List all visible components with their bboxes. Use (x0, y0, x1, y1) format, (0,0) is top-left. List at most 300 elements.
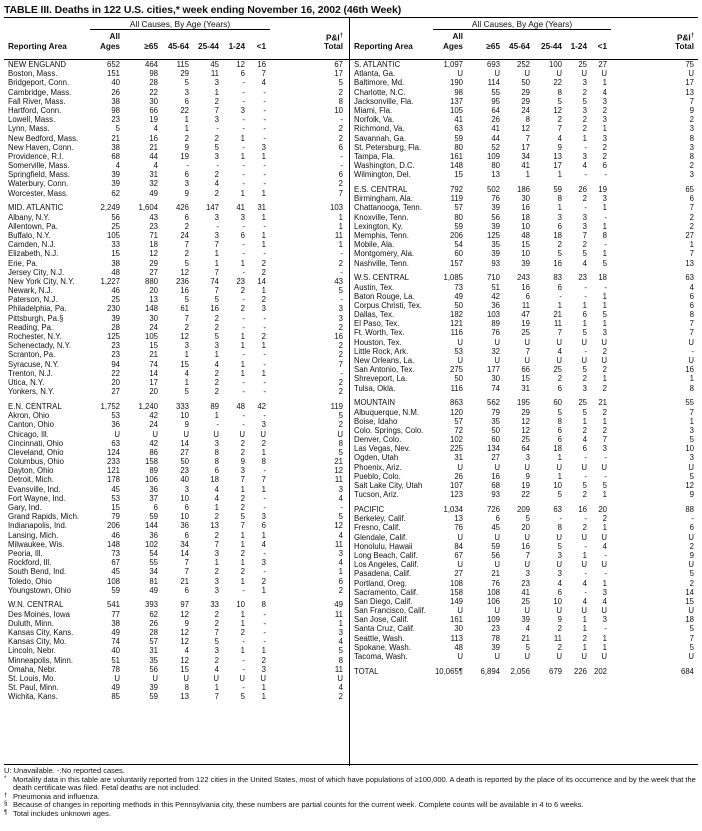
all-ages-value: 23 (111, 341, 120, 351)
age-25-44-value: 89 (210, 401, 219, 411)
ge65-value: 6 (495, 514, 500, 524)
city-row (4, 88, 349, 97)
ge65-value: 19 (149, 115, 158, 125)
age-lt1-value: 2 (261, 258, 266, 268)
city-row (4, 674, 349, 683)
reporting-area: Denver, Colo. (354, 435, 402, 445)
ge65-value: 28 (149, 628, 158, 638)
age-1-24-value: 2 (582, 490, 587, 500)
age-25-44-value: 3 (557, 569, 562, 579)
age-45-64-value: 4 (184, 368, 189, 378)
pi-total-value: 1 (338, 221, 343, 231)
age-25-44-value: 1 (557, 203, 562, 213)
age-45-64-value: 20 (521, 523, 530, 533)
pi-total-value: 2 (338, 387, 343, 397)
city-row (4, 350, 349, 359)
age-45-64-value: 12 (180, 628, 189, 638)
age-1-24-value: - (242, 221, 245, 231)
age-45-64-value: 3 (525, 453, 530, 463)
age-lt1-value: 8 (602, 230, 607, 240)
age-lt1-value: 1 (261, 646, 266, 656)
age-1-24-value: 2 (240, 567, 245, 577)
ge65-value: 36 (149, 530, 158, 540)
age-45-64-value: 24 (521, 105, 530, 115)
pi-total-value: 6 (338, 142, 343, 152)
city-row (350, 106, 698, 115)
age-1-24-value: 1 (582, 624, 587, 634)
all-ages-value: 182 (449, 310, 463, 320)
all-ages-value: 84 (454, 541, 463, 551)
age-1-24-value: 1 (240, 133, 245, 143)
pi-total-value: 2 (689, 115, 694, 125)
ge65-value: 74 (149, 359, 158, 369)
age-25-44-value: 18 (553, 230, 562, 240)
age-45-64-value: U (524, 652, 530, 661)
age-25-44-value: 9 (557, 615, 562, 625)
age-45-64-value: - (186, 161, 189, 171)
age-25-44-value: 7 (557, 328, 562, 338)
all-ages-value: 116 (450, 383, 463, 393)
ge65-value: 21 (149, 142, 158, 152)
ge65-value: 32 (491, 346, 500, 356)
city-row (4, 161, 349, 170)
age-25-44-value: U (213, 673, 219, 683)
reporting-area: PACIFIC (354, 505, 385, 514)
city-row (4, 549, 349, 558)
age-25-44-value: 59 (553, 185, 562, 195)
age-1-24-value: - (242, 115, 245, 125)
reporting-area: South Bend, Ind. (8, 567, 67, 577)
age-45-64-value: 12 (180, 267, 189, 277)
age-lt1-value: - (604, 212, 607, 222)
reporting-area: Fort Wayne, Ind. (8, 493, 66, 503)
pi-total-value: 6 (689, 194, 694, 204)
pi-total-value: 2 (689, 161, 694, 171)
ge65-value: 106 (486, 596, 500, 606)
city-row (4, 646, 349, 655)
age-lt1-value: 1 (261, 530, 266, 540)
age-1-24-value: 1 (582, 416, 587, 426)
ge65-value: 13 (491, 170, 500, 180)
age-lt1-value: U (601, 462, 607, 472)
age-45-64-value: 64 (521, 444, 530, 454)
ge65-value: 102 (144, 539, 158, 549)
age-1-24-value: - (584, 282, 587, 292)
age-45-64-value: 15 (180, 359, 189, 369)
age-45-64-value: 66 (521, 365, 530, 375)
age-25-44-value: 9 (557, 142, 562, 152)
age-45-64-value: U (183, 673, 189, 683)
city-row (350, 69, 698, 78)
city-row (350, 365, 698, 374)
age-1-24-value: 3 (240, 212, 245, 222)
all-ages-value: 98 (111, 105, 120, 115)
age-1-24-value: 3 (582, 151, 587, 161)
all-ages-value: U (457, 69, 463, 79)
all-ages-value: 1,085 (443, 273, 463, 283)
reporting-area: Ogden, Utah (354, 453, 399, 463)
age-lt1-value: - (604, 471, 607, 481)
reporting-area: Detroit, Mich. (8, 475, 54, 485)
age-25-44-value: 4 (214, 493, 219, 503)
age-45-64-value: 186 (516, 185, 530, 195)
all-ages-value: 15 (454, 170, 463, 180)
pi-total-value: 3 (338, 304, 343, 314)
pi-total-value: 16 (685, 365, 694, 375)
age-25-44-value: 2 (214, 609, 219, 619)
age-1-24-value: 3 (582, 78, 587, 88)
pi-total-value: 5 (338, 286, 343, 296)
footnote (4, 776, 698, 793)
pi-total-value: - (340, 368, 343, 378)
all-ages-value: 158 (449, 587, 463, 597)
reporting-area: Scranton, Pa. (8, 350, 56, 360)
age-lt1-value: - (263, 115, 266, 125)
all-ages-value: 72 (454, 425, 463, 435)
age-45-64-value: 7 (184, 240, 189, 250)
reporting-area: Richmond, Va. (354, 124, 405, 134)
reporting-area: Jersey City, N.J. (8, 267, 65, 277)
all-ages-value: 178 (106, 475, 120, 485)
age-lt1-value: 3 (602, 587, 607, 597)
all-ages-value: 1,752 (100, 401, 120, 411)
age-45-64-value: 41 (521, 161, 530, 171)
age-45-64-value: 3 (184, 87, 189, 97)
all-ages-value: 541 (106, 600, 120, 610)
city-row (350, 490, 698, 499)
age-45-64-value: 333 (175, 401, 189, 411)
age-lt1-value: - (263, 466, 266, 476)
pi-total-value: 10 (334, 105, 343, 115)
ge65-value: 86 (149, 447, 158, 457)
age-lt1-value: 3 (602, 328, 607, 338)
pi-total-value: 13 (685, 87, 694, 97)
city-row (350, 194, 698, 203)
all-ages-value: 137 (449, 96, 463, 106)
pi-total-value: 5 (689, 624, 694, 634)
pi-total-value: 8 (689, 310, 694, 320)
age-25-44-value: 4 (557, 346, 562, 356)
city-row (350, 347, 698, 356)
age-1-24-value: 2 (240, 493, 245, 503)
reporting-area: Tacoma, Wash. (354, 652, 408, 661)
all-ages-value: 51 (111, 655, 120, 665)
all-ages-value: 49 (454, 291, 463, 301)
age-lt1-value: 42 (257, 401, 266, 411)
header-pi-text: P&I (326, 33, 340, 43)
reporting-area: Shreveport, La. (354, 374, 408, 384)
age-45-64-value: 7 (184, 567, 189, 577)
ge65-value: U (494, 69, 500, 79)
city-row (350, 283, 698, 292)
age-45-64-value: 61 (180, 304, 189, 314)
table-body (4, 60, 698, 766)
city-row (4, 485, 349, 494)
all-ages-value: 38 (111, 96, 120, 106)
reporting-area: Boston, Mass. (8, 69, 58, 79)
age-lt1-value: 2 (602, 142, 607, 152)
age-1-24-value: - (242, 87, 245, 97)
age-1-24-value: 2 (240, 628, 245, 638)
city-row (350, 328, 698, 337)
city-row (4, 665, 349, 674)
all-ages-value: 161 (449, 151, 463, 161)
pi-total-value: 4 (338, 558, 343, 568)
age-1-24-value: 1 (240, 484, 245, 494)
reporting-area: S. ATLANTIC (354, 60, 401, 69)
reporting-area: Kansas City, Kans. (8, 628, 74, 638)
footnotes (4, 764, 698, 819)
ge65-value: 18 (149, 240, 158, 250)
reporting-area: Wilmington, Del. (354, 170, 411, 180)
header-25-44: 25-44 (198, 42, 219, 51)
age-25-44-value: 5 (214, 142, 219, 152)
age-25-44-value: 5 (214, 637, 219, 647)
all-ages-value: 78 (111, 664, 120, 674)
reporting-area: Schenectady, N.Y. (8, 341, 71, 351)
all-ages-value: 225 (449, 444, 463, 454)
pi-total-value: 5 (338, 646, 343, 656)
age-1-24-value: - (242, 637, 245, 647)
ge65-value: 4 (153, 124, 158, 134)
pi-total-value: 13 (685, 258, 694, 268)
age-45-64-value: 15 (521, 240, 530, 250)
pi-total-value: 5 (689, 471, 694, 481)
age-1-24-value: 1 (582, 319, 587, 329)
pi-total-value: 17 (334, 69, 343, 79)
age-45-64-value: 16 (521, 541, 530, 551)
all-ages-value: 98 (454, 87, 463, 97)
ge65-value: 23 (149, 221, 158, 231)
age-25-44-value: 7 (557, 124, 562, 134)
reporting-area: Albany, N.Y. (8, 212, 50, 222)
region-row (350, 60, 698, 69)
age-25-44-value: 6 (557, 587, 562, 597)
age-45-64-value: 8 (184, 683, 189, 693)
age-1-24-value: - (584, 587, 587, 597)
pi-total-value: 2 (338, 692, 343, 702)
age-25-44-value: 147 (205, 203, 219, 213)
all-ages-value: 54 (454, 240, 463, 250)
ge65-value: U (494, 532, 500, 542)
city-row (350, 542, 698, 551)
pi-total-value: 11 (334, 539, 343, 549)
age-1-24-value: 26 (578, 185, 587, 195)
age-25-44-value: 5 (557, 249, 562, 259)
city-row (350, 134, 698, 143)
city-row (4, 124, 349, 133)
reporting-area: Newark, N.J. (8, 286, 53, 296)
city-row (4, 323, 349, 332)
age-1-24-value: 7 (582, 230, 587, 240)
age-1-24-value: - (242, 655, 245, 665)
ge65-value: U (152, 673, 158, 683)
age-25-44-value: 2 (214, 313, 219, 323)
pi-total-value: 2 (689, 541, 694, 551)
city-row (4, 420, 349, 429)
age-1-24-value: 5 (582, 407, 587, 417)
city-row (4, 213, 349, 222)
all-ages-value: 53 (454, 346, 463, 356)
ge65-value: 880 (144, 276, 158, 286)
age-1-24-value: - (242, 96, 245, 106)
all-ages-value: 76 (454, 523, 463, 533)
city-row (4, 512, 349, 521)
all-ages-value: 15 (111, 249, 120, 259)
all-ages-value: 68 (111, 151, 120, 161)
region-row (350, 505, 698, 514)
pi-total-value: 4 (338, 493, 343, 503)
age-45-64-value: 10 (521, 221, 530, 231)
age-1-24-value: 5 (582, 365, 587, 375)
pi-total-value: 21 (334, 457, 343, 467)
region-row (350, 398, 698, 407)
ge65-value: 502 (486, 185, 500, 195)
pi-total-value: 8 (689, 383, 694, 393)
age-25-44-value: 11 (553, 319, 562, 329)
age-lt1-value: - (263, 618, 266, 628)
age-25-44-value: 2 (214, 512, 219, 522)
age-lt1-value: 1 (261, 683, 266, 693)
age-1-24-value: 1 (582, 300, 587, 310)
age-25-44-value: 33 (210, 600, 219, 610)
reporting-area: Atlanta, Ga. (354, 69, 396, 79)
city-row (4, 411, 349, 420)
age-1-24-value: - (584, 291, 587, 301)
pi-total-value: 43 (334, 276, 343, 286)
ge65-value: 109 (486, 615, 500, 625)
all-ages-value: 67 (454, 550, 463, 560)
reporting-area: Fresno, Calif. (354, 523, 401, 533)
ge65-value: 59 (149, 512, 158, 522)
age-45-64-value: U (524, 69, 530, 79)
city-row (4, 134, 349, 143)
age-lt1-value: - (263, 105, 266, 115)
city-row (4, 692, 349, 701)
age-lt1-value: 2 (602, 151, 607, 161)
region-row (350, 185, 698, 194)
pi-total-value: 2 (689, 212, 694, 222)
age-45-64-value: 243 (516, 273, 530, 283)
reporting-area: Baltimore, Md. (354, 78, 405, 88)
age-lt1-value: 1 (261, 240, 266, 250)
pi-total-value: U (688, 606, 694, 616)
region-row (350, 667, 698, 676)
city-row (350, 384, 698, 393)
ge65-value: 15 (149, 341, 158, 351)
age-1-24-value: 1 (240, 258, 245, 268)
all-ages-value: 4 (115, 161, 120, 171)
age-lt1-value: 7 (261, 69, 266, 79)
age-lt1-value: - (263, 377, 266, 387)
age-25-44-value: 8 (557, 523, 562, 533)
age-25-44-value: 60 (553, 398, 562, 408)
ge65-value: 6,894 (480, 666, 500, 676)
age-1-24-value: - (584, 142, 587, 152)
reporting-area: Hartford, Conn. (8, 105, 62, 115)
age-25-44-value: 6 (557, 221, 562, 231)
age-lt1-value: 1 (261, 585, 266, 595)
city-row (350, 170, 698, 179)
age-lt1-value: U (601, 560, 607, 570)
all-ages-value: 124 (106, 447, 120, 457)
age-lt1-value: - (263, 567, 266, 577)
age-25-44-value: 3 (214, 115, 219, 125)
age-lt1-value: 1 (261, 212, 266, 222)
ge65-value: 726 (486, 505, 500, 514)
age-1-24-value: 23 (578, 273, 587, 283)
reporting-area: Reading, Pa. (8, 322, 54, 332)
header-pi-total: Total (675, 42, 694, 51)
age-1-24-value: 3 (240, 466, 245, 476)
age-45-64-value: 3 (525, 569, 530, 579)
age-lt1-value: 3 (602, 96, 607, 106)
age-1-24-value: 6 (240, 230, 245, 240)
age-lt1-value: - (263, 503, 266, 512)
pi-total-value: 10 (685, 444, 694, 454)
age-25-44-value: U (556, 532, 562, 542)
age-45-64-value: 7 (525, 346, 530, 356)
ge65-value: 42 (149, 411, 158, 421)
age-25-44-value: 3 (214, 341, 219, 351)
age-1-24-value: 1 (240, 558, 245, 568)
all-ages-value: 49 (111, 683, 120, 693)
age-lt1-value: 2 (602, 365, 607, 375)
city-row (350, 115, 698, 124)
ge65-value: 106 (144, 475, 158, 485)
age-1-24-value: 25 (578, 398, 587, 408)
reporting-area: Paterson, N.J. (8, 295, 58, 305)
age-25-44-value: 4 (557, 133, 562, 143)
age-25-44-value: 6 (557, 383, 562, 393)
age-25-44-value: - (559, 514, 562, 524)
reporting-area: Albuquerque, N.M. (354, 407, 420, 417)
city-row (350, 481, 698, 490)
reporting-area: Duluth, Minn. (8, 618, 54, 628)
all-ages-value: 13 (454, 514, 463, 524)
ge65-value: 36 (491, 300, 500, 310)
city-row (350, 124, 698, 133)
all-ages-value: 121 (106, 466, 120, 476)
reporting-area: San Antonio, Tex. (354, 365, 415, 375)
age-45-64-value: 6 (184, 530, 189, 540)
age-25-44-value: 2 (214, 188, 219, 198)
age-lt1-value: U (601, 606, 607, 616)
age-lt1-value: 1 (261, 368, 266, 378)
age-25-44-value: U (556, 560, 562, 570)
reporting-area: Peoria, Ill. (8, 548, 43, 558)
city-row (350, 301, 698, 310)
reporting-area: Akron, Ohio (8, 411, 50, 421)
age-45-64-value: 34 (521, 151, 530, 161)
pi-total-value: - (340, 115, 343, 125)
age-25-44-value: 1 (214, 411, 219, 421)
city-row (350, 444, 698, 453)
city-row (4, 521, 349, 530)
age-lt1-value: 1 (602, 523, 607, 533)
age-45-64-value: 6 (184, 170, 189, 180)
reporting-area: Little Rock, Ark. (354, 346, 409, 356)
age-45-64-value: 21 (521, 633, 530, 643)
pi-total-value: 1 (689, 240, 694, 250)
age-45-64-value: 5 (525, 642, 530, 652)
region-row (4, 600, 349, 609)
age-lt1-value: - (263, 124, 266, 134)
pi-total-value: 1 (338, 567, 343, 577)
age-45-64-value: U (183, 429, 189, 439)
age-45-64-value: 6 (184, 212, 189, 222)
age-1-24-value: 5 (240, 512, 245, 522)
